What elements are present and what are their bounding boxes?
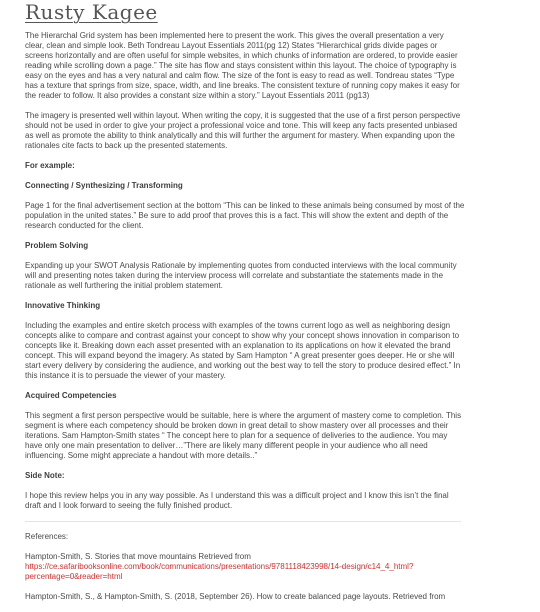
side-note-heading: Side Note: <box>25 471 65 480</box>
acquired-competencies-heading: Acquired Competencies <box>25 391 117 400</box>
reference-item-2: Hampton-Smith, S., & Hampton-Smith, S. (2018, September 26). How to create balanced page layouts. Retrieved from <box>25 592 446 601</box>
paragraph-connecting: Page 1 for the final advertisement section at the bottom “This can be linked to these animals being consumed by most of the population in the united states.” Be sure to add proof that proves this is a fact. This will show the extent and depth of the research conducted for the client. <box>25 201 465 230</box>
innovative-thinking-heading: Innovative Thinking <box>25 301 101 310</box>
paragraph-problem-solving: Expanding up your SWOT Analysis Rationale by implementing quotes from conducted interviews with the local community will and presenting notes taken during the interview process will correlate and substantiate the statements made in the rationale as well furthering the initial problem statement. <box>25 261 457 290</box>
paragraph-acquired-competencies: This segment a first person perspective would be suitable, here is where the argument of mastery come to completion. This segment is where each competency should be broken down in great detail to show mastery over all processes and their iterations. Sam Hampton-Smith states “ The concept here to plan for a sequence of deliveries to the audience. You may have only one main presentation to deliver…”There are likely many different people in your audience who all need influencing. Some might appreciate a handout with more details..” <box>25 411 462 460</box>
paragraph-side-note: I hope this review helps you in any way possible. As I understand this was a difficult project and I know this isn’t the final draft and I look forward to seeing the fully finished product. <box>25 491 449 510</box>
paragraph-imagery: The imagery is presented well within layout. When writing the copy, it is suggested that the use of a first person perspective should not be used in order to give your project a professional voice and tone. This will keep any facts presented unbiased as well as promote the ability to think analytically and this will further the argument for mastery. When expanding upon the rationales cite facts to back up the presented statements. <box>25 111 461 150</box>
content-body <box>25 31 465 612</box>
paragraph-hierarchal-grid: The Hierarchal Grid system has been implemented here to present the work. This gives the overall presentation a very clear, clean and simple look. Beth Tondreau Layout Essentials 2011(pg 12) States “Hierarchical grids divide pages or screens horizontally and are often useful for simple websites, in which chunks of information are ordered, to provide easier reading while scrolling down a page.” The site has flow and stays consistent within this layout. The choice of typography is easy on the eyes and has a very natural and calm flow. The size of the font is easy to read as well. Tondreau states “Type has a texture that springs from size, space, width, and line breaks. The consistent texture of running copy makes it easy for the reader to follow. It also provides a constant size within a story.” Layout Essentials 2011 (pg13) <box>25 31 460 100</box>
for-example-heading: For example: <box>25 161 75 170</box>
references-label: References: <box>25 532 69 541</box>
connecting-heading: Connecting / Synthesizing / Transforming <box>25 181 183 190</box>
divider <box>25 521 461 522</box>
reference-1-text: Hampton-Smith, S. Stories that move mountains Retrieved from <box>25 552 251 561</box>
paragraph-innovative-thinking: Including the examples and entire sketch process with examples of the towns current logo as well as neighboring design concepts alike to compare and contrast against your concept to show why your concept shows innovation in comparison to concepts like it. Breaking down each asset presented with an explanation to its applications on how it elevated the brand concept. This will expand beyond the imagery. As stated by Sam Hampton “ A great presenter goes deeper. He or she will start every delivery by considering the audience, and working out the best way to tell the story to produce desired effect.” In this instance it is to persuade the viewer of your mastery. <box>25 321 461 380</box>
reference-1-link[interactable]: https://ce.safaribooksonline.com/book/communications/presentations/9781118423998/14-design/c14_4_html?percentage=0&reader=html <box>25 562 414 581</box>
page-title: Rusty Kagee <box>25 0 158 24</box>
problem-solving-heading: Problem Solving <box>25 241 89 250</box>
reference-item-1 <box>25 552 465 582</box>
